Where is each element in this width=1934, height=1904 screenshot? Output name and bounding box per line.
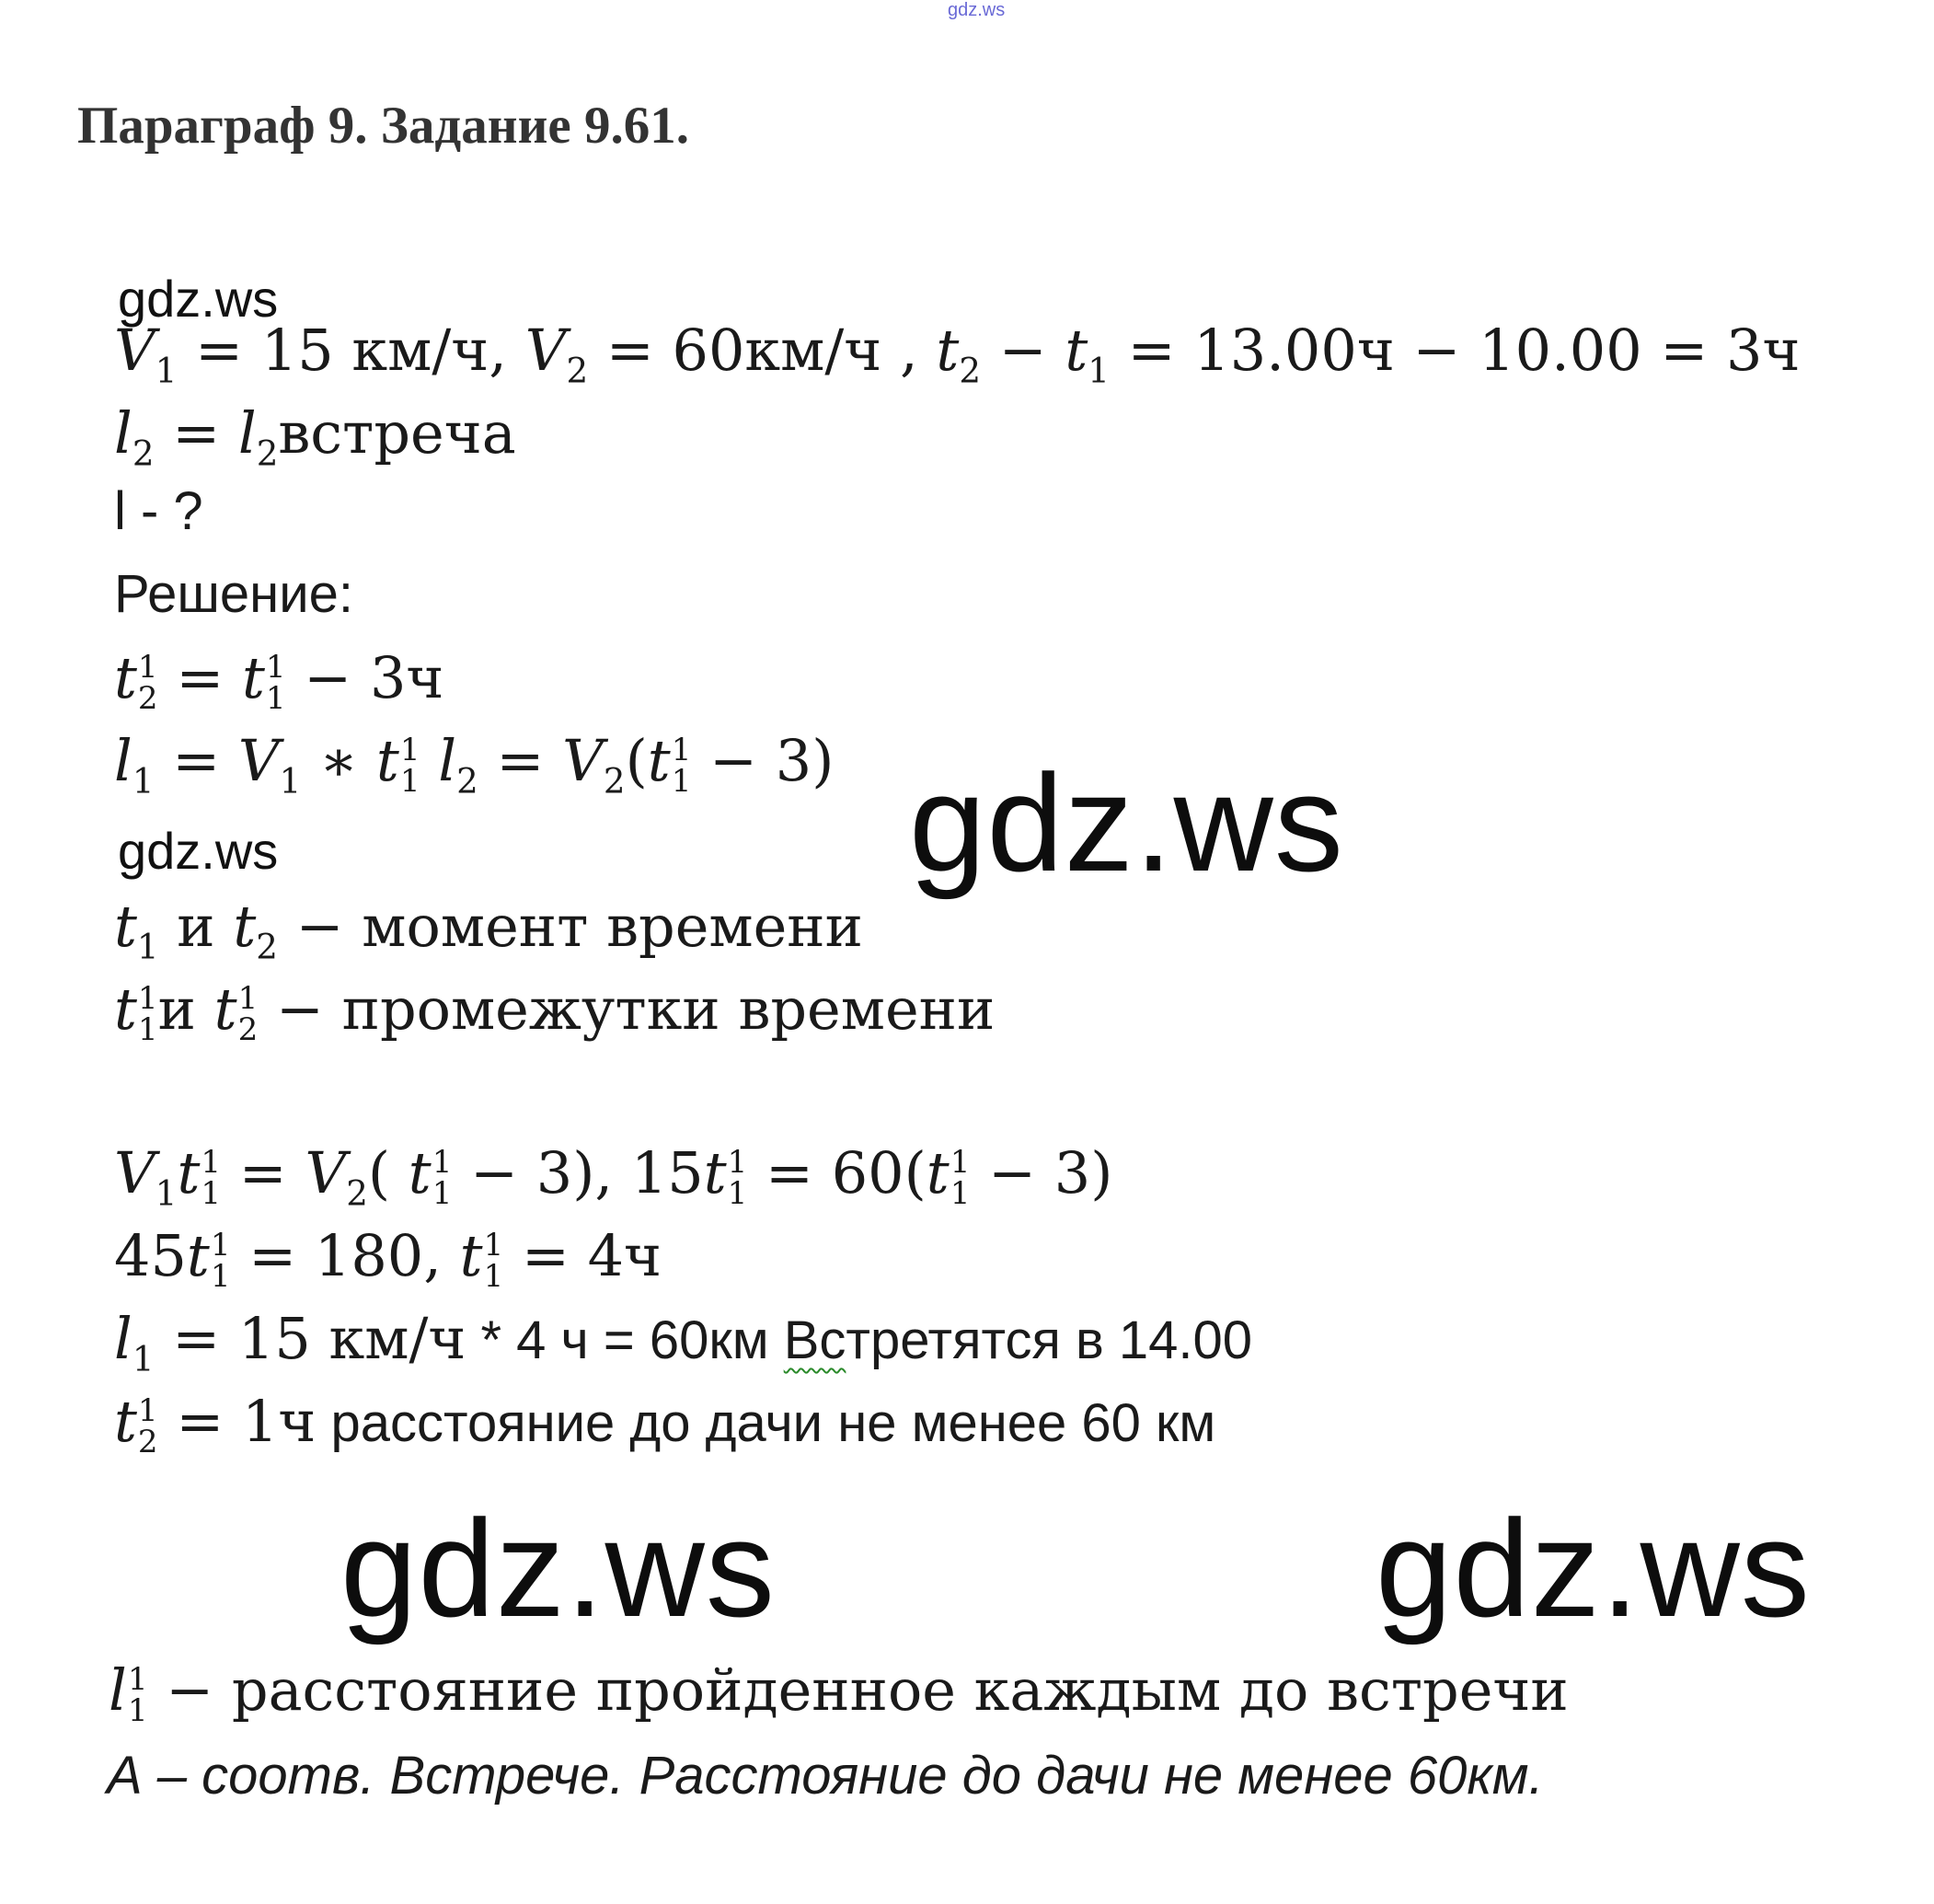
watermark-large: gdz.ws [1376,1491,1811,1645]
page-title: Параграф 9. Задание 9.61. [77,97,689,155]
equation-5: $l_1 = 15$ км/ч * 4 ч = 60км Встретятся в 14.00 [114,1305,1253,1379]
given-line: $V_1 = 15$ км/ч, $V_2 = 60км/ч$ , $t_2 - t_1 = 13.00ч - 10.00 = 3ч$ [114,317,1801,391]
equation-2: $l_1 = V_1$ ∗ t 1 1 $l_2 = V_2(t$ 1 1 − 3) [114,727,835,802]
top-watermark: gdz.ws [948,0,1006,20]
definition-distance: l 1 1 − расстояние пройденное каждым до встречи [109,1656,1569,1729]
watermark-large: gdz.ws [340,1491,776,1645]
watermark-small: gdz.ws [118,822,279,880]
watermark-large: gdz.ws [909,745,1344,900]
answer-line: А – соотв. Встрече. Расстояние до дачи не менее 60км. [107,1746,1544,1806]
definition-intervals: t 1 1 и t 1 2 − промежутки времени [114,975,996,1048]
meet-condition: $l_2$ = $l_2встреча$ [114,399,516,474]
equation-3: $V_1t$ 1 1 = $V_2$( t 1 1 − 3), 15t 1 1 = 60(t 1 1 − 3) [114,1139,1113,1214]
equation-4: 45t 1 1 = 180, t 1 1 = 4ч [114,1222,662,1295]
equation-1: t 1 2 = t 1 1 − 3ч [114,644,444,717]
equation-6: t 1 2 = 1ч расстояние до дачи не менее 60 км [114,1388,1216,1460]
solution-label: Решение: [114,564,353,624]
definition-moments: $t_1$ и $t_2$ − момент времени [114,893,863,967]
find-line: l - ? [114,481,203,541]
watermark-small: gdz.ws [118,270,279,328]
